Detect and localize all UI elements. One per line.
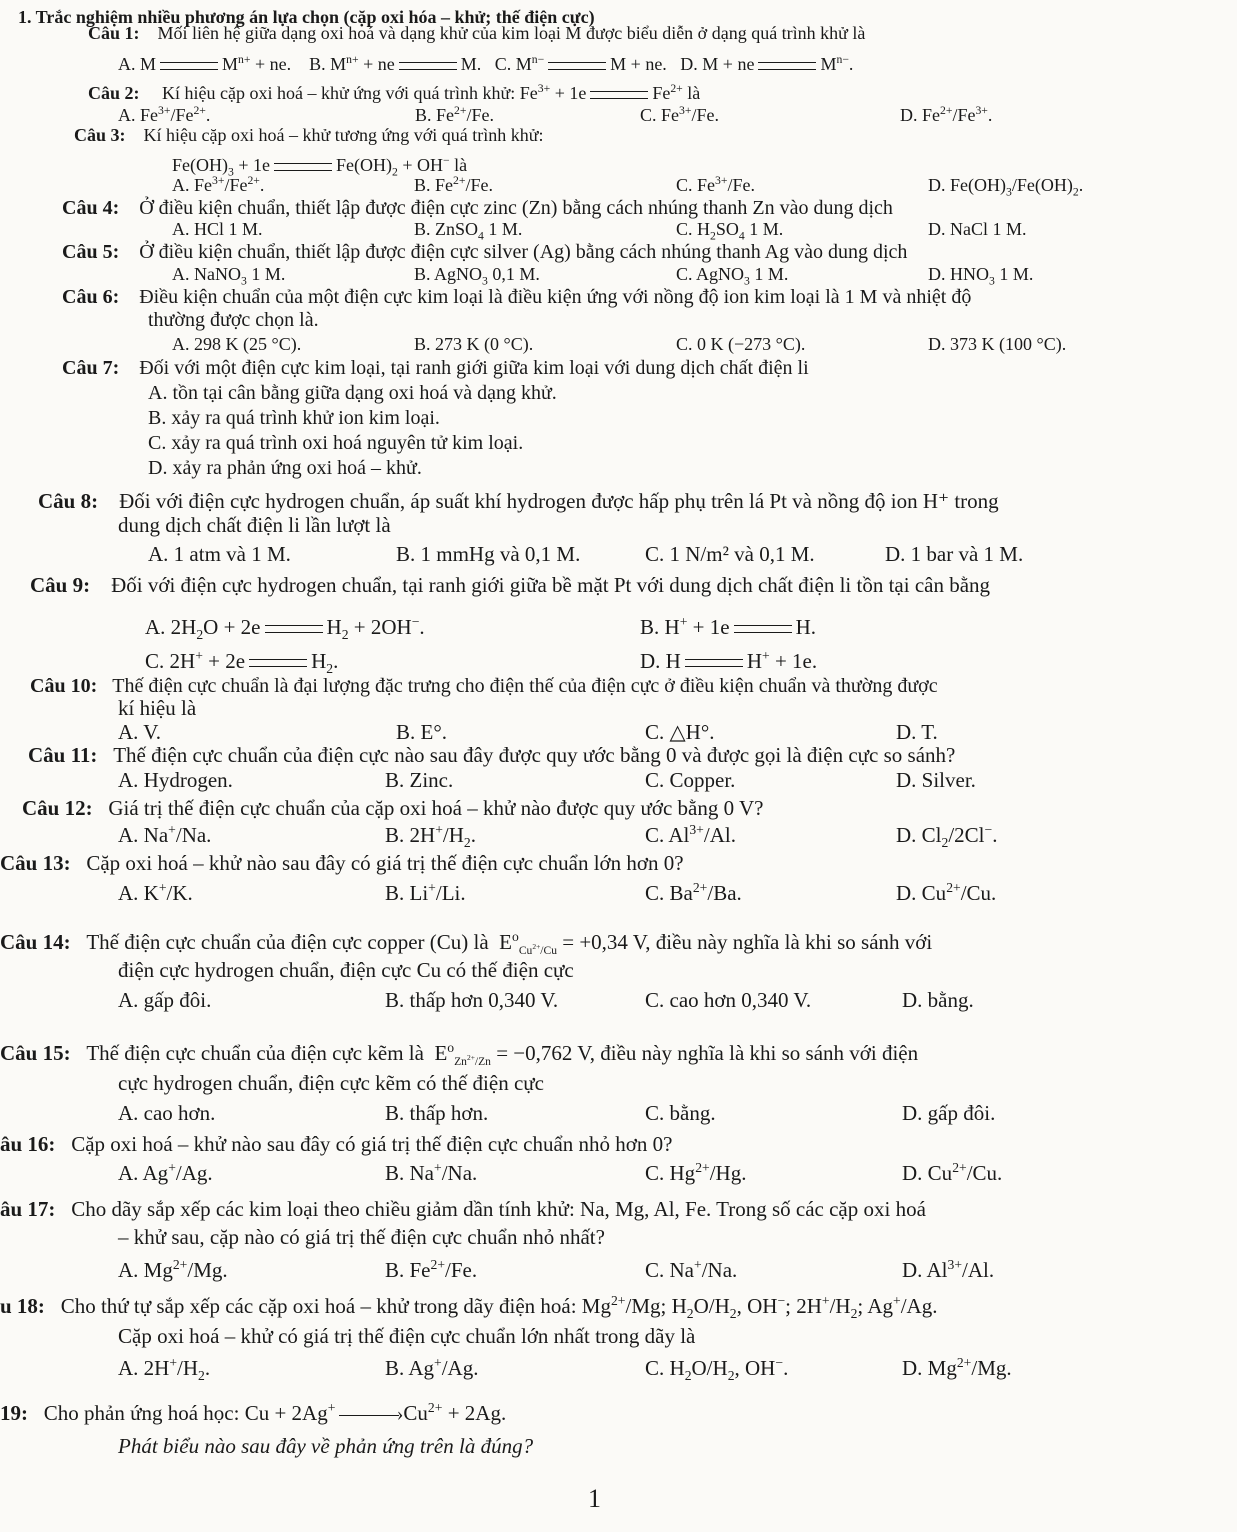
section-header: 1. Trắc nghiệm nhiều phương án lựa chọn (cặp oxi hóa – khử; thế điện cực)	[18, 7, 595, 27]
question-11: Câu 11: Thế điện cực chuẩn của điện cực nào sau đây được quy ước bằng 0 và được gọi là điện cực so sánh?	[28, 743, 956, 767]
question-15: Câu 15: Thế điện cực chuẩn của điện cực kẽm là $E^o_{Zn^{2+}/Zn} = -0,762$ V, điều này nghĩa là khi so sánh với điện	[0, 1040, 919, 1069]
q1-options: A. M $M^{n+}$ + ne. B. $M^{n+}$ + ne M. C. $M^{n-}$ M + ne. D. M + ne $M^{n-}$.	[118, 53, 854, 74]
question-10: Câu 10: Thế điện cực chuẩn là đại lượng đặc trưng cho điện thế của điện cực ở điều kiện chuẩn và thường được	[30, 675, 938, 697]
question-14: Câu 14: Thế điện cực chuẩn của điện cực copper (Cu) là $E^o_{Cu^{2+}/Cu} = +0,34$ V, điều này nghĩa là khi so sánh với	[0, 929, 933, 958]
question-5: Câu 5: Ở điều kiện chuẩn, thiết lập được điện cực silver (Ag) bằng cách nhúng thanh Ag vào dung dịch	[62, 241, 908, 263]
question-16: âu 16: Cặp oxi hoá – khử nào sau đây có giá trị thế điện cực chuẩn nhỏ hơn 0?	[0, 1132, 673, 1156]
question-17: âu 17: Cho dãy sắp xếp các kim loại theo chiều giảm dần tính khử: Na, Mg, Al, Fe. Trong số các cặp oxi hoá	[0, 1197, 926, 1221]
question-12: Câu 12: Giá trị thế điện cực chuẩn của cặp oxi hoá – khử nào được quy ước bằng 0 V?	[22, 796, 764, 820]
question-18: u 18: Cho thứ tự sắp xếp các cặp oxi hoá – khử trong dãy điện hoá: $Mg^{2+}/Mg$; $H_2O/H_2$, OH−; $2H^+/H_2$; Ag+/Ag.	[0, 1293, 938, 1322]
question-6: Câu 6: Điều kiện chuẩn của một điện cực kim loại là điều kiện ứng với nồng độ ion kim loại là 1 M và nhiệt độ	[62, 286, 972, 308]
question-1: Câu 1: Mối liên hệ giữa dạng oxi hoá và dạng khử của kim loại M được biểu diễn ở dạng quá trình khử là	[88, 23, 866, 43]
question-4: Câu 4: Ở điều kiện chuẩn, thiết lập được điện cực zinc (Zn) bằng cách nhúng thanh Zn vào dung dịch	[62, 197, 893, 219]
question-19: 19: Cho phản ứng hoá học: Cu + 2Ag+› $Cu^{2+} + 2Ag$.	[0, 1400, 506, 1426]
question-13: Câu 13: Cặp oxi hoá – khử nào sau đây có giá trị thế điện cực chuẩn lớn hơn 0?	[0, 851, 684, 875]
question-9: Câu 9: Đối với điện cực hydrogen chuẩn, tại ranh giới giữa bề mặt Pt với dung dịch chất điện li tồn tại cân bằng	[30, 573, 991, 597]
question-7: Câu 7: Đối với một điện cực kim loại, tại ranh giới giữa kim loại với dung dịch chất điện li	[62, 357, 809, 379]
question-2: Câu 2: Kí hiệu cặp oxi hoá – khử ứng với quá trình khử: $Fe^{3+} + 1e$ $Fe^{2+}$ là	[88, 82, 701, 103]
document-page: 1. Trắc nghiệm nhiều phương án lựa chọn (cặp oxi hóa – khử; thế điện cực) Câu 1: Mối liên hệ giữa dạng oxi hoá và dạng khử của kim loại M được biểu diễn ở dạng quá trình khử là A. M $M^{n+}$ + ne. B. $M^{n+}$ + ne M. C. $M^{n-}$ M + ne. D. M + ne $M^{n-}$. Câu 2: Kí hiệu cặp oxi hoá – khử ứng với quá trình khử: $Fe^{3+} + 1e$ $Fe^{2+}$ là A. $Fe^{3+}/Fe^{2+}$. B. $Fe^{2+}/Fe$. C. $Fe^{3+}/Fe$. D. $Fe^{2+}/Fe^{3+}$. Câu 3: Kí hiệu cặp oxi hoá – khử tương ứng với quá trình khử: $Fe(OH)_3 + 1e$ $Fe(OH)_2 + OH^-$ là A. $Fe^{3+}/Fe^{2+}$. B. $Fe^{2+}/Fe$. C. $Fe^{3+}/Fe$. D. $Fe(OH)_3/Fe(OH)_2$. Câu 4: Ở điều kiện chuẩn, thiết lập được điện cực zinc (Zn) bằng cách nhúng thanh Zn vào dung dịch A. HCl 1 M. B. ZnSO$_4$ 1 M. C. $H_2SO_4$ 1 M. D. NaCl 1 M. Câu 5: Ở điều kiện chuẩn, thiết lập được điện cực silver (Ag) bằng cách nhúng thanh Ag vào dung dịch A. NaNO$_3$ 1 M. B. AgNO$_3$ 0,1 M. C. AgNO$_3$ 1 M. D. $HNO_3$ 1 M. Câu 6: Điều kiện chuẩn của một điện cực kim loại là điều kiện ứng với nồng độ ion kim loại là 1 M và nhiệt độ thường được chọn là. A. 298 K (25 °C). B. 273 K (0 °C). C. 0 K (−273 °C). D. 373 K (100 °C). Câu 7: Đối với một điện cực kim loại, tại ranh giới giữa kim loại với dung dịch chất điện li A. tồn tại cân bằng giữa dạng oxi hoá và dạng khử. B. xảy ra quá trình khử ion kim loại. C. xảy ra quá trình oxi hoá nguyên tử kim loại. D. xảy ra phản ứng oxi hoá – khử. Câu 8: Đối với điện cực hydrogen chuẩn, áp suất khí hydrogen được hấp phụ trên lá Pt và nồng độ ion H⁺ trong dung dịch chất điện li lần lượt là A. 1 atm và 1 M. B. 1 mmHg và 0,1 M. C. 1 N/m² và 0,1 M. D. 1 bar và 1 M. Câu 9: Đối với điện cực hydrogen chuẩn, tại ranh giới giữa bề mặt Pt với dung dịch chất điện li tồn tại cân bằng A. $2H_2O + 2e$ $H_2 + 2OH^-$. B. H+ + 1e H. C. 2H+ + 2e $H_2$. D. H H+ + 1e. Câu 10: Thế điện cực chuẩn là đại lượng đặc trưng cho điện thế của điện cực ở điều kiện chuẩn và thường được kí hiệu là A. V. B. E°. C. △H°. D. T. Câu 11: Thế điện cực chuẩn của điện cực nào sau đây được quy ước bằng 0 và được gọi là điện cực so sánh? A. Hydrogen. B. Zinc. C. Copper. D. Silver. Câu 12: Giá trị thế điện cực chuẩn của cặp oxi hoá – khử nào được quy ước bằng 0 V? A. Na+/Na. B. $2H^+/H_2$. C. $Al^{3+}/Al$. D. $Cl_2/2Cl^-$. Câu 13: Cặp oxi hoá – khử nào sau đây có giá trị thế điện cực chuẩn lớn hơn 0? A. K+/K. B. Li+/Li. C. $Ba^{2+}/Ba$. D. $Cu^{2+}/Cu$. Câu 14: Thế điện cực chuẩn của điện cực copper (Cu) là $E^o_{Cu^{2+}/Cu} = +0,34$ V, điều này nghĩa là khi so sánh với điện cực hydrogen chuẩn, điện cực Cu có thế điện cực A. gấp đôi. B. thấp hơn 0,340 V. C. cao hơn 0,340 V. D. bằng. Câu 15: Thế điện cực chuẩn của điện cực kẽm là $E^o_{Zn^{2+}/Zn} = -0,762$ V, điều này nghĩa là khi so sánh với điện cực hydrogen chuẩn, điện cực kẽm có thế điện cực A. cao hơn. B. thấp hơn. C. bằng. D. gấp đôi. âu 16: Cặp oxi hoá – khử nào sau đây có giá trị thế điện cực chuẩn nhỏ hơn 0? A. Ag+/Ag. B. Na+/Na. C. $Hg^{2+}/Hg$. D. $Cu^{2+}/Cu$. âu 17: Cho dãy sắp xếp các kim loại theo chiều giảm dần tính khử: Na, Mg, Al, Fe. Trong số các cặp oxi hoá – khử sau, cặp nào có giá trị thế điện cực chuẩn nhỏ nhất? A. $Mg^{2+}/Mg$. B. $Fe^{2+}/Fe$. C. Na+/Na. D. $Al^{3+}/Al$. u 18: Cho thứ tự sắp xếp các cặp oxi hoá – khử trong dãy điện hoá: $Mg^{2+}/Mg$; $H_2O/H_2$, OH−; $2H^+/H_2$; Ag+/Ag. Cặp oxi hoá – khử có giá trị thế điện cực chuẩn lớn nhất trong dãy là A. $2H^+/H_2$. B. Ag+/Ag. C. $H_2O/H_2$, OH−. D. $Mg^{2+}/Mg$. 19: Cho phản ứng hoá học: Cu + 2Ag+› $Cu^{2+} + 2Ag$. Phát biểu nào sau đây về phản ứng trên là đúng? 1	[0, 0, 1237, 1532]
page-number: 1	[588, 1484, 601, 1513]
question-8: Câu 8: Đối với điện cực hydrogen chuẩn, áp suất khí hydrogen được hấp phụ trên lá Pt và nồng độ ion H⁺ trong	[38, 489, 999, 513]
question-3: Câu 3: Kí hiệu cặp oxi hoá – khử tương ứng với quá trình khử:	[74, 125, 544, 145]
q2-options: A. $Fe^{3+}/Fe^{2+}$.	[118, 104, 211, 125]
